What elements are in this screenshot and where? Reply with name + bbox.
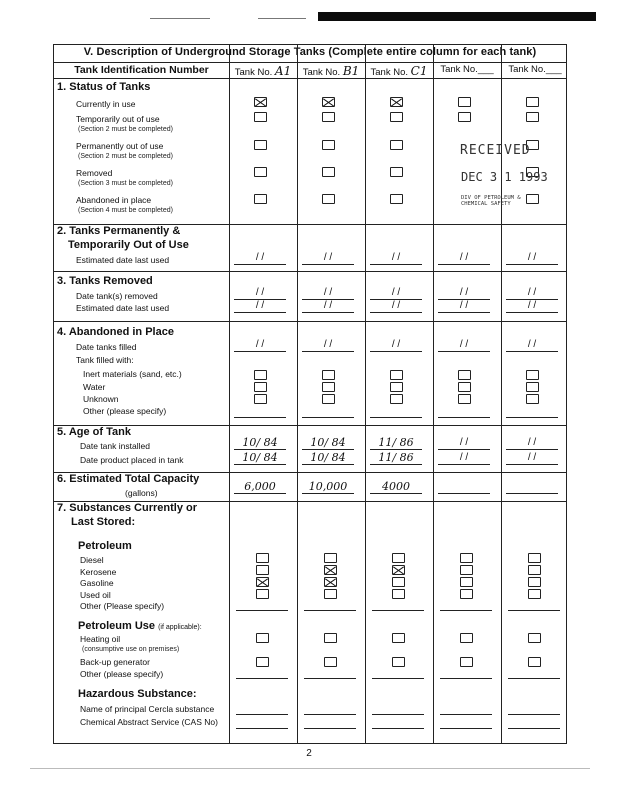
date-placed-tank5[interactable]: / /: [506, 452, 558, 465]
est-date-removed-tank1[interactable]: / /: [234, 300, 286, 313]
date-removed-tank3[interactable]: / /: [370, 287, 422, 300]
label-est-date-removed: Estimated date last used: [76, 303, 170, 313]
checkbox-currently-tank1[interactable]: [254, 97, 267, 107]
section-6-title: 6. Estimated Total Capacity: [57, 473, 200, 485]
date-filled-tank1[interactable]: / /: [234, 339, 286, 352]
date-filled-tank3[interactable]: / /: [370, 339, 422, 352]
checkbox-water-tank2[interactable]: [322, 382, 335, 392]
checkbox-removed-tank3[interactable]: [390, 167, 403, 177]
label-heating-oil: Heating oil: [80, 634, 121, 644]
label-filled-with: Tank filled with:: [76, 355, 134, 365]
checkbox-temp-tank4[interactable]: [458, 112, 471, 122]
note-abandoned: (Section 4 must be completed): [78, 207, 173, 214]
other-fill-tank2[interactable]: [302, 405, 354, 418]
label-kerosene: Kerosene: [80, 567, 117, 577]
other-petroleum-tank5[interactable]: [508, 598, 560, 611]
label-date-installed: Date tank installed: [80, 441, 150, 451]
capacity-tank3[interactable]: 4000: [370, 481, 422, 494]
label-est-date-last-used: Estimated date last used: [76, 255, 170, 265]
principal-substance-tank5[interactable]: [508, 702, 560, 715]
capacity-tank1[interactable]: 6,000: [234, 481, 286, 494]
checkbox-inert-tank5[interactable]: [526, 370, 539, 380]
other-fill-tank3[interactable]: [370, 405, 422, 418]
cas-no-tank5[interactable]: [508, 716, 560, 729]
checkbox-heating-tank3[interactable]: [392, 633, 405, 643]
other-use-tank4[interactable]: [440, 666, 492, 679]
capacity-tank2[interactable]: 10,000: [302, 481, 354, 494]
label-petroleum: Petroleum: [78, 540, 132, 552]
section-1-title: 1. Status of Tanks: [57, 81, 151, 93]
date-removed-tank4[interactable]: / /: [438, 287, 490, 300]
label-unknown: Unknown: [83, 394, 119, 404]
other-use-tank1[interactable]: [236, 666, 288, 679]
tank-id-header: Tank Identification Number: [74, 64, 209, 76]
cas-no-tank1[interactable]: [236, 716, 288, 729]
checkbox-water-tank4[interactable]: [458, 382, 471, 392]
date-placed-tank1[interactable]: 10/ 84: [234, 452, 286, 465]
date-installed-tank1[interactable]: 10/ 84: [234, 437, 286, 450]
est-date-removed-tank5[interactable]: / /: [506, 300, 558, 313]
date-placed-tank2[interactable]: 10/ 84: [302, 452, 354, 465]
scan-mark: [150, 18, 210, 19]
section-3-title: 3. Tanks Removed: [57, 275, 153, 287]
tank-header-1: Tank No. A1: [234, 64, 292, 78]
other-petroleum-tank3[interactable]: [372, 598, 424, 611]
checkbox-unknown-tank5[interactable]: [526, 394, 539, 404]
checkbox-kerosene-tank3[interactable]: [392, 565, 405, 575]
label-diesel: Diesel: [80, 555, 104, 565]
checkbox-unknown-tank3[interactable]: [390, 394, 403, 404]
capacity-tank5[interactable]: [506, 481, 558, 494]
checkbox-gasoline-tank3[interactable]: [392, 577, 405, 587]
date-installed-tank4[interactable]: / /: [438, 437, 490, 450]
date-removed-tank1[interactable]: / /: [234, 287, 286, 300]
section-5-title: 5. Age of Tank: [57, 426, 131, 438]
label-other-use: Other (please specify): [80, 669, 164, 679]
other-use-tank3[interactable]: [372, 666, 424, 679]
label-other-fill: Other (please specify): [83, 406, 167, 416]
note-permanently-out: (Section 2 must be completed): [78, 153, 173, 160]
page-number: 2: [306, 748, 312, 759]
date-installed-tank3[interactable]: 11/ 86: [370, 437, 422, 450]
label-currently-in-use: Currently in use: [76, 99, 136, 109]
other-use-tank2[interactable]: [304, 666, 356, 679]
tank-header-2: Tank No. B1: [302, 64, 360, 78]
checkbox-currently-tank5[interactable]: [526, 97, 539, 107]
checkbox-currently-tank4[interactable]: [458, 97, 471, 107]
note-heating-oil: (consumptive use on premises): [82, 646, 180, 653]
cas-no-tank4[interactable]: [440, 716, 492, 729]
label-water: Water: [83, 382, 106, 392]
tank-header-5: Tank No.___: [508, 64, 562, 75]
checkbox-perm-tank3[interactable]: [390, 140, 403, 150]
note-temporarily-out: (Section 2 must be completed): [78, 126, 173, 133]
checkbox-unknown-tank1[interactable]: [254, 394, 267, 404]
date-last-used-tank4[interactable]: / /: [438, 252, 490, 265]
checkbox-abandoned-tank2[interactable]: [322, 194, 335, 204]
other-fill-tank1[interactable]: [234, 405, 286, 418]
label-principal-substance: Name of principal Cercla substance: [80, 704, 215, 714]
checkbox-perm-tank1[interactable]: [254, 140, 267, 150]
checkbox-water-tank1[interactable]: [254, 382, 267, 392]
checkbox-unknown-tank2[interactable]: [322, 394, 335, 404]
date-last-used-tank1[interactable]: / /: [234, 252, 286, 265]
label-gasoline: Gasoline: [80, 578, 114, 588]
scan-mark: [258, 18, 306, 19]
label-date-removed: Date tank(s) removed: [76, 291, 158, 301]
date-last-used-tank3[interactable]: / /: [370, 252, 422, 265]
label-gallons: (gallons): [125, 488, 158, 498]
est-date-removed-tank4[interactable]: / /: [438, 300, 490, 313]
checkbox-gasoline-tank5[interactable]: [528, 577, 541, 587]
capacity-tank4[interactable]: [438, 481, 490, 494]
other-use-tank5[interactable]: [508, 666, 560, 679]
label-backup-generator: Back-up generator: [80, 657, 150, 667]
cas-no-tank3[interactable]: [372, 716, 424, 729]
section-4-title: 4. Abandoned in Place: [57, 326, 174, 338]
other-petroleum-tank2[interactable]: [304, 598, 356, 611]
label-hazardous: Hazardous Substance:: [78, 688, 197, 700]
checkbox-gasoline-tank1[interactable]: [256, 577, 269, 587]
date-removed-tank2[interactable]: / /: [302, 287, 354, 300]
checkbox-perm-tank2[interactable]: [322, 140, 335, 150]
checkbox-removed-tank1[interactable]: [254, 167, 267, 177]
checkbox-gasoline-tank4[interactable]: [460, 577, 473, 587]
checkbox-diesel-tank5[interactable]: [528, 553, 541, 563]
date-placed-tank4[interactable]: / /: [438, 452, 490, 465]
checkbox-inert-tank3[interactable]: [390, 370, 403, 380]
principal-substance-tank4[interactable]: [440, 702, 492, 715]
stamp-date: DEC 3 1 1993: [461, 170, 548, 184]
section-7-title-line1: 7. Substances Currently or: [57, 502, 197, 514]
section-2-title-line1: 2. Tanks Permanently &: [57, 225, 181, 237]
label-other-petroleum: Other (Please specify): [80, 601, 165, 611]
label-removed: Removed: [76, 168, 113, 178]
checkbox-currently-tank3[interactable]: [390, 97, 403, 107]
other-petroleum-tank4[interactable]: [440, 598, 492, 611]
label-abandoned: Abandoned in place: [76, 195, 152, 205]
principal-substance-tank2[interactable]: [304, 702, 356, 715]
label-cas-no: Chemical Abstract Service (CAS No): [80, 717, 218, 727]
stamp-received: RECEIVED: [460, 143, 531, 158]
checkbox-diesel-tank2[interactable]: [324, 553, 337, 563]
checkbox-heating-tank4[interactable]: [460, 633, 473, 643]
checkbox-temp-tank1[interactable]: [254, 112, 267, 122]
date-last-used-tank2[interactable]: / /: [302, 252, 354, 265]
principal-substance-tank3[interactable]: [372, 702, 424, 715]
checkbox-removed-tank2[interactable]: [322, 167, 335, 177]
checkbox-abandoned-tank1[interactable]: [254, 194, 267, 204]
checkbox-diesel-tank3[interactable]: [392, 553, 405, 563]
checkbox-inert-tank1[interactable]: [254, 370, 267, 380]
checkbox-abandoned-tank5[interactable]: [526, 194, 539, 204]
checkbox-diesel-tank1[interactable]: [256, 553, 269, 563]
est-date-removed-tank2[interactable]: / /: [302, 300, 354, 313]
date-installed-tank2[interactable]: 10/ 84: [302, 437, 354, 450]
checkbox-temp-tank5[interactable]: [526, 112, 539, 122]
checkbox-abandoned-tank3[interactable]: [390, 194, 403, 204]
tank-header-4: Tank No.___: [440, 64, 494, 75]
form-title: V. Description of Underground Storage Tanks (Complete entire column for each tank): [83, 46, 537, 58]
label-temporarily-out: Temporarily out of use: [76, 114, 160, 124]
label-date-filled: Date tanks filled: [76, 342, 137, 352]
label-used-oil: Used oil: [80, 590, 111, 600]
label-permanently-out: Permanently out of use: [76, 141, 164, 151]
checkbox-currently-tank2[interactable]: [322, 97, 335, 107]
checkbox-diesel-tank4[interactable]: [460, 553, 473, 563]
checkbox-kerosene-tank1[interactable]: [256, 565, 269, 575]
other-fill-tank5[interactable]: [506, 405, 558, 418]
other-petroleum-tank1[interactable]: [236, 598, 288, 611]
checkbox-heating-tank5[interactable]: [528, 633, 541, 643]
checkbox-kerosene-tank4[interactable]: [460, 565, 473, 575]
stamp-division: DIV OF PETROLEUM & CHEMICAL SAFETY: [461, 195, 521, 207]
checkbox-inert-tank4[interactable]: [458, 370, 471, 380]
top-scan-bar: [318, 12, 596, 21]
date-last-used-tank5[interactable]: / /: [506, 252, 558, 265]
label-inert: Inert materials (sand, etc.): [83, 369, 182, 379]
label-petroleum-use: Petroleum Use (if applicable):: [78, 620, 202, 632]
checkbox-temp-tank2[interactable]: [322, 112, 335, 122]
label-date-product-placed: Date product placed in tank: [80, 455, 184, 465]
checkbox-gasoline-tank2[interactable]: [324, 577, 337, 587]
checkbox-heating-tank2[interactable]: [324, 633, 337, 643]
tank-header-3: Tank No. C1: [370, 64, 428, 78]
date-removed-tank5[interactable]: / /: [506, 287, 558, 300]
est-date-removed-tank3[interactable]: / /: [370, 300, 422, 313]
date-placed-tank3[interactable]: 11/ 86: [370, 452, 422, 465]
section-7-title-line2: Last Stored:: [71, 516, 136, 528]
checkbox-water-tank5[interactable]: [526, 382, 539, 392]
other-fill-tank4[interactable]: [438, 405, 490, 418]
bottom-scan-line: [30, 768, 590, 769]
checkbox-water-tank3[interactable]: [390, 382, 403, 392]
date-installed-tank5[interactable]: / /: [506, 437, 558, 450]
checkbox-kerosene-tank2[interactable]: [324, 565, 337, 575]
checkbox-kerosene-tank5[interactable]: [528, 565, 541, 575]
checkbox-inert-tank2[interactable]: [322, 370, 335, 380]
principal-substance-tank1[interactable]: [236, 702, 288, 715]
section-2-title-line2: Temporarily Out of Use: [68, 239, 189, 251]
checkbox-temp-tank3[interactable]: [390, 112, 403, 122]
checkbox-heating-tank1[interactable]: [256, 633, 269, 643]
date-filled-tank2[interactable]: / /: [302, 339, 354, 352]
date-filled-tank4[interactable]: / /: [438, 339, 490, 352]
date-filled-tank5[interactable]: / /: [506, 339, 558, 352]
checkbox-unknown-tank4[interactable]: [458, 394, 471, 404]
note-removed: (Section 3 must be completed): [78, 180, 173, 187]
cas-no-tank2[interactable]: [304, 716, 356, 729]
